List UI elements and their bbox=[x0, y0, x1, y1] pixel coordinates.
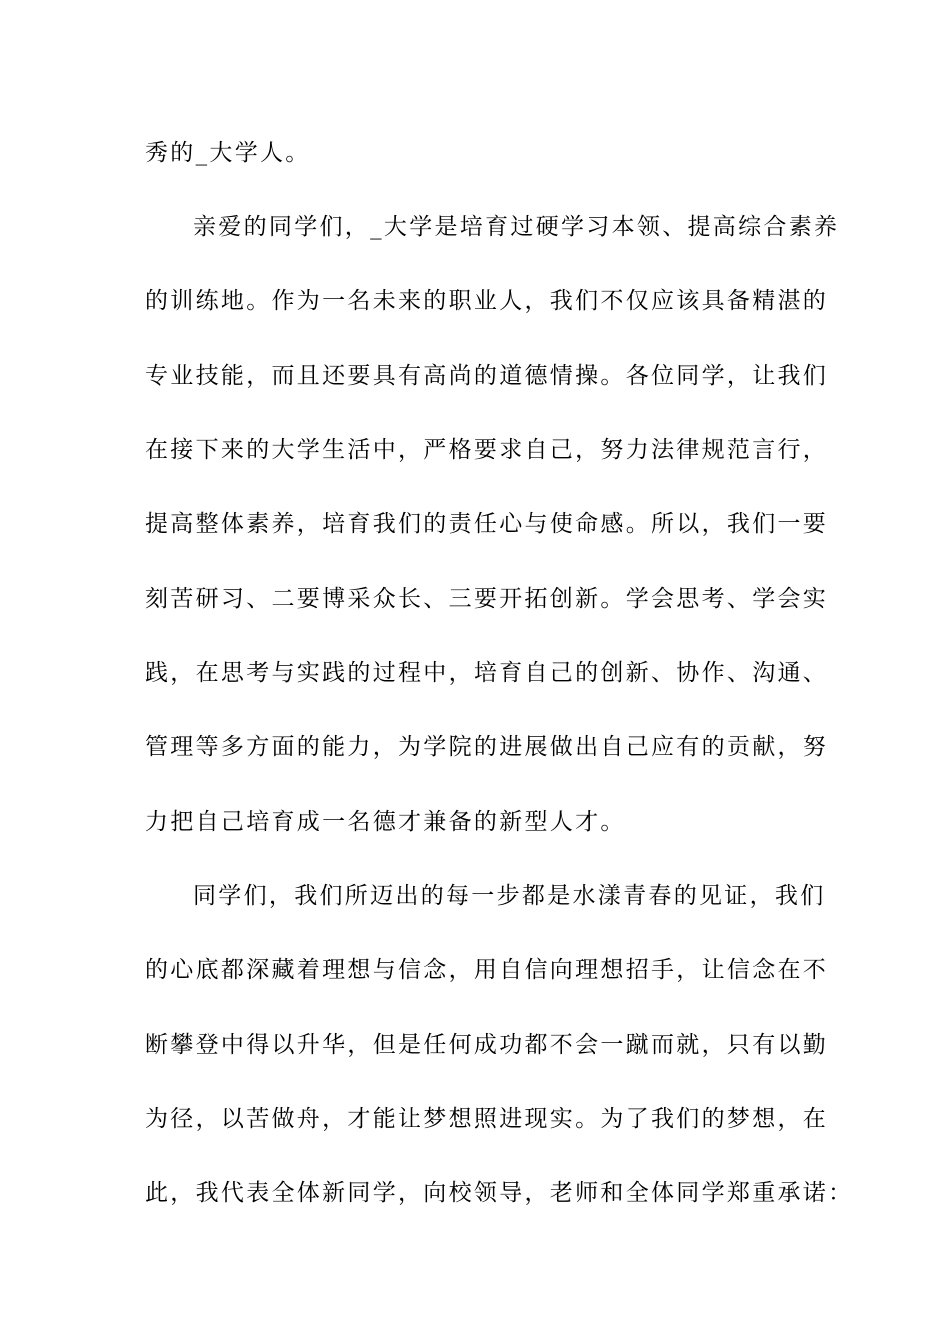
text-line-11: 同学们，我们所迈出的每一步都是水漾青春的见证，我们 bbox=[193, 883, 826, 909]
text-line-12: 的心底都深藏着理想与信念，用自信向理想招手，让信念在不 bbox=[145, 957, 829, 983]
text-line-6: 提高整体素养，培育我们的责任心与使命感。所以，我们一要 bbox=[145, 511, 829, 537]
text-line-8: 践，在思考与实践的过程中，培育自己的创新、协作、沟通、 bbox=[145, 660, 829, 686]
text-line-5: 在接下来的大学生活中，严格要求自己，努力法律规范言行， bbox=[145, 437, 829, 463]
text-line-3: 的训练地。作为一名未来的职业人，我们不仅应该具备精湛的 bbox=[145, 288, 829, 314]
text-line-4: 专业技能，而且还要具有高尚的道德情操。各位同学，让我们 bbox=[145, 363, 829, 389]
text-line-9: 管理等多方面的能力，为学院的进展做出自己应有的贡献，努 bbox=[145, 734, 829, 760]
text-line-15: 此，我代表全体新同学，向校领导，老师和全体同学郑重承诺： bbox=[145, 1180, 854, 1206]
text-line-2: 亲爱的同学们，_大学是培育过硬学习本领、提高综合素养 bbox=[193, 214, 840, 240]
text-line-10: 力把自己培育成一名德才兼备的新型人才。 bbox=[145, 809, 626, 835]
text-line-1: 秀的_大学人。 bbox=[145, 140, 311, 166]
text-line-7: 刻苦研习、二要博采众长、三要开拓创新。学会思考、学会实 bbox=[145, 586, 829, 612]
text-line-13: 断攀登中得以升华，但是任何成功都不会一蹴而就，只有以勤 bbox=[145, 1032, 829, 1058]
text-line-14: 为径，以苦做舟，才能让梦想照进现实。为了我们的梦想，在 bbox=[145, 1106, 829, 1132]
